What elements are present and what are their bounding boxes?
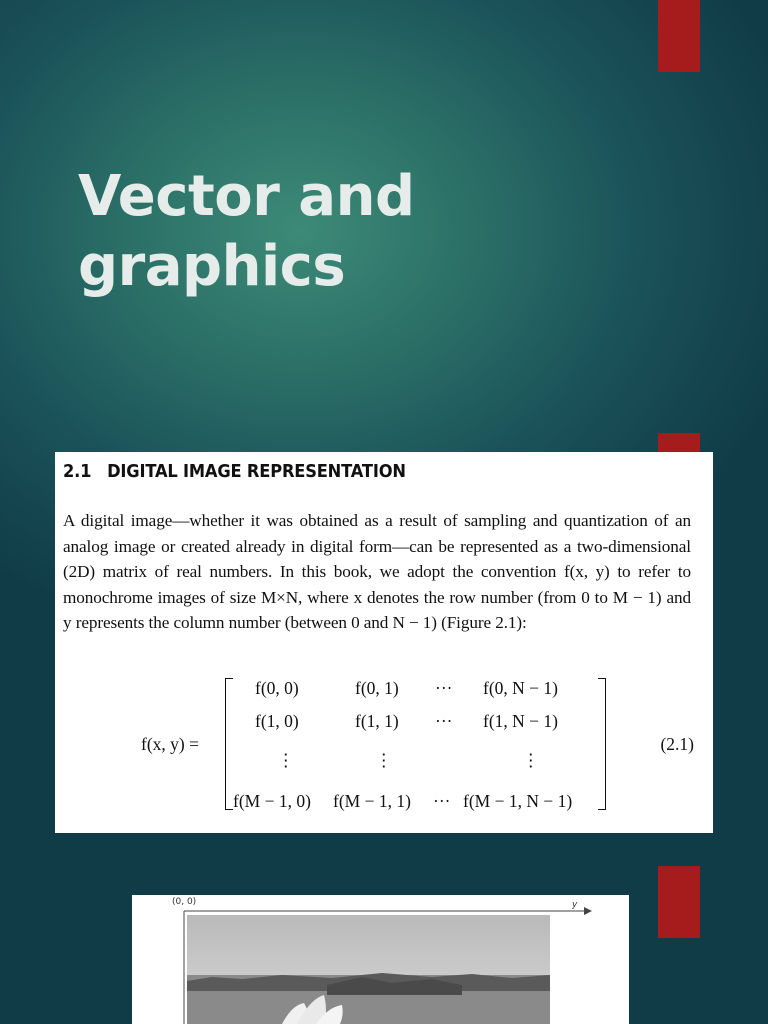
figure-photo (132, 895, 629, 1024)
matrix-cell: ⋮ (277, 750, 295, 770)
equation-lhs: f(x, y) = (141, 734, 199, 754)
y-axis-label: y (572, 900, 578, 910)
matrix-cell: f(M − 1, N − 1) (463, 791, 573, 811)
matrix-left-bracket (225, 678, 233, 810)
matrix-cell: ··· (435, 678, 453, 698)
figure-image-panel (132, 895, 629, 1024)
matrix-cell: ⋮ (522, 750, 540, 770)
textbook-excerpt (55, 452, 713, 833)
section-heading (63, 462, 647, 482)
body-paragraph: A digital image—whether it was obtained as a result of sampling and quantization of an analog image or created already in digital form—can be represented as a two-dimensional (2D) matrix of real numbers. In this book, we adopt the convention f(x, y) to refer to monochrome images of size M×N, where x denotes the row number (from 0 to M − 1) and y represents the column number (between 0 and N − 1) (Figure 2.1): (63, 511, 691, 632)
origin-label: (0, 0) (172, 897, 197, 907)
slide-title-line2: graphics (78, 234, 346, 299)
matrix-cell: f(0, 0) (255, 678, 299, 698)
matrix-cell: f(1, 1) (355, 711, 399, 731)
matrix-cell: f(M − 1, 0) (233, 791, 311, 811)
section-title: DIGITAL IMAGE REPRESENTATION (107, 462, 406, 482)
y-axis-arrow-icon (584, 907, 592, 915)
section-number: 2.1 (63, 462, 92, 482)
matrix-cell: ··· (433, 791, 451, 811)
matrix-right-bracket (598, 678, 606, 810)
equation-number: (2.1) (660, 734, 694, 754)
matrix-cell: f(1, 0) (255, 711, 299, 731)
accent-bar-top (658, 0, 700, 72)
matrix-cell: ··· (435, 711, 453, 731)
slide-title-line1: Vector and (78, 164, 415, 229)
matrix-cell: f(M − 1, 1) (333, 791, 411, 811)
accent-bar-bottom (658, 866, 700, 938)
matrix-cell: f(0, 1) (355, 678, 399, 698)
slide-title (78, 162, 415, 302)
matrix-equation (55, 674, 713, 814)
matrix-cell: f(1, N − 1) (483, 711, 558, 731)
matrix-cell: ⋮ (375, 750, 393, 770)
matrix-cell: f(0, N − 1) (483, 678, 558, 698)
